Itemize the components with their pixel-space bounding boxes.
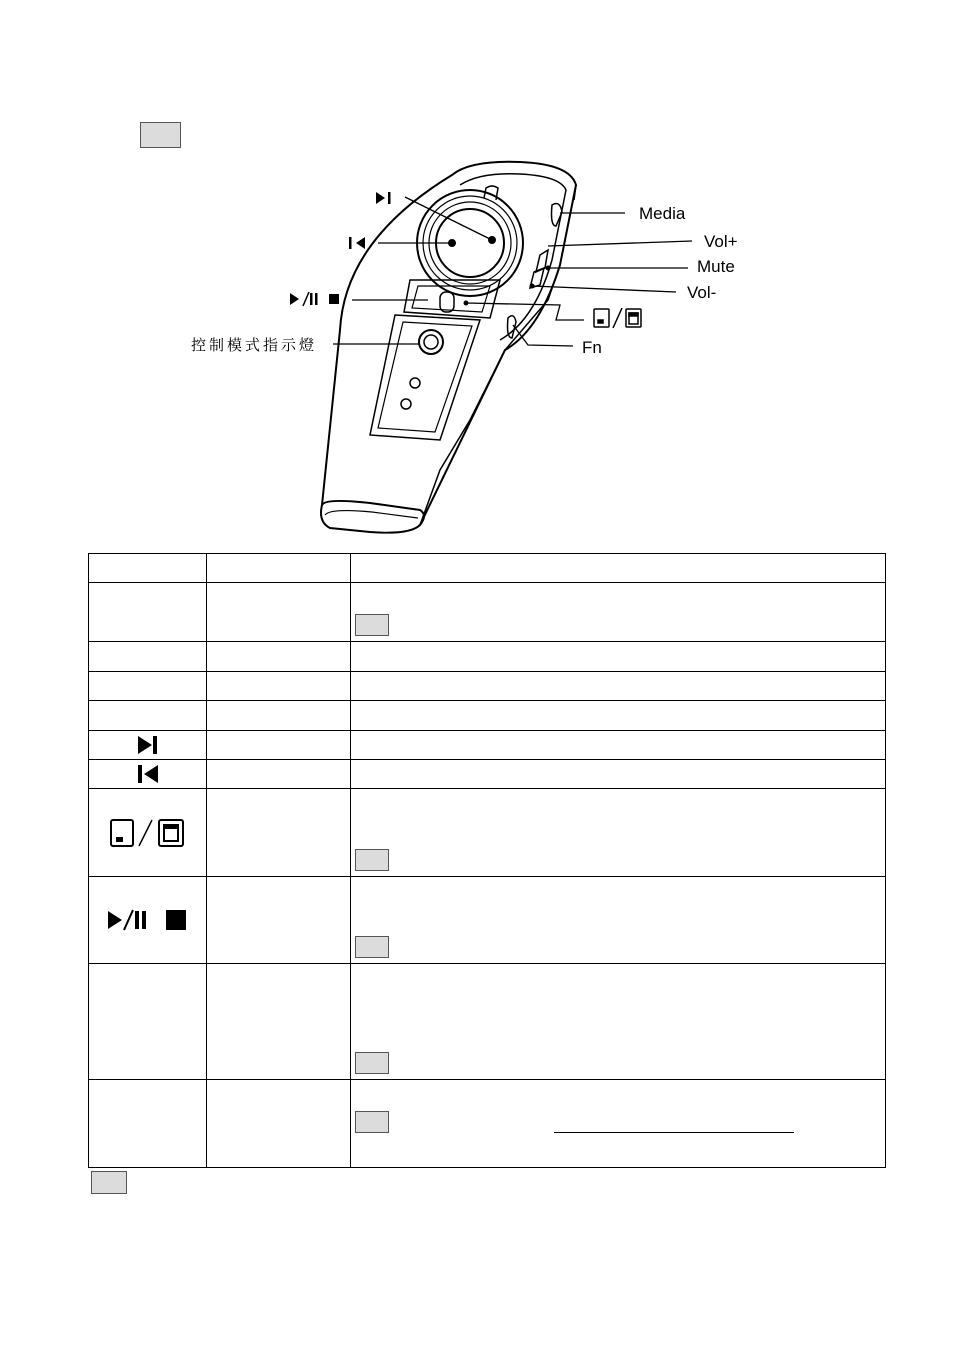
note-tag bbox=[355, 614, 389, 636]
mute-label: Mute bbox=[697, 257, 735, 276]
vol-up-label: Vol+ bbox=[704, 232, 738, 251]
footnote-label-box bbox=[91, 1171, 127, 1194]
table-row bbox=[89, 583, 886, 642]
table-row bbox=[89, 672, 886, 701]
note-tag bbox=[355, 1111, 389, 1133]
callout-window-toggle-icon bbox=[594, 308, 641, 328]
callout-play-stop-icon bbox=[290, 292, 339, 306]
table-cell bbox=[351, 583, 886, 642]
mode-indicator-label: 控制模式指示燈 bbox=[191, 336, 318, 354]
table-cell bbox=[207, 1080, 351, 1168]
media-label: Media bbox=[639, 204, 686, 223]
table-row bbox=[89, 760, 886, 789]
table-cell bbox=[207, 672, 351, 701]
table-cell bbox=[89, 554, 207, 583]
play-pause-stop-icon bbox=[106, 908, 190, 932]
table-cell bbox=[351, 1080, 886, 1168]
table-cell bbox=[89, 642, 207, 672]
table-cell bbox=[89, 701, 207, 731]
table-cell bbox=[351, 731, 886, 760]
table-cell bbox=[351, 554, 886, 583]
table-cell bbox=[207, 760, 351, 789]
note-tag bbox=[355, 936, 389, 958]
table-cell bbox=[351, 877, 886, 964]
table-cell bbox=[207, 964, 351, 1080]
table-cell bbox=[207, 789, 351, 877]
table-cell bbox=[207, 583, 351, 642]
note-tag bbox=[355, 849, 389, 871]
table-cell bbox=[351, 964, 886, 1080]
remote-control-diagram bbox=[0, 0, 954, 560]
table-cell bbox=[89, 731, 207, 760]
table-cell bbox=[351, 760, 886, 789]
table-cell bbox=[351, 701, 886, 731]
callout-prev-track-icon bbox=[349, 237, 365, 249]
table-cell bbox=[207, 701, 351, 731]
table-cell bbox=[89, 964, 207, 1080]
table-cell bbox=[207, 554, 351, 583]
table-cell bbox=[89, 760, 207, 789]
callout-next-track-icon bbox=[376, 192, 391, 204]
table-row bbox=[89, 642, 886, 672]
table-cell bbox=[207, 731, 351, 760]
note-tag bbox=[355, 1052, 389, 1074]
table-cell bbox=[351, 642, 886, 672]
fn-label: Fn bbox=[582, 338, 602, 357]
table-cell bbox=[207, 642, 351, 672]
table-cell bbox=[89, 672, 207, 701]
table-row bbox=[89, 964, 886, 1080]
table-cell bbox=[89, 789, 207, 877]
window-toggle-icon bbox=[109, 818, 187, 848]
table-row bbox=[89, 1080, 886, 1168]
table-row bbox=[89, 789, 886, 877]
table-cell bbox=[89, 1080, 207, 1168]
table-row bbox=[89, 877, 886, 964]
table-row bbox=[89, 701, 886, 731]
table-cell bbox=[351, 789, 886, 877]
table-cell bbox=[89, 583, 207, 642]
next-track-icon bbox=[136, 735, 160, 755]
table-cell bbox=[207, 877, 351, 964]
table-cell bbox=[89, 877, 207, 964]
prev-track-icon bbox=[136, 764, 160, 784]
table-row bbox=[89, 554, 886, 583]
table-cell bbox=[351, 672, 886, 701]
function-table bbox=[88, 553, 886, 1168]
table-row bbox=[89, 731, 886, 760]
vol-down-label: Vol- bbox=[687, 283, 717, 302]
underline-rule bbox=[554, 1132, 794, 1133]
